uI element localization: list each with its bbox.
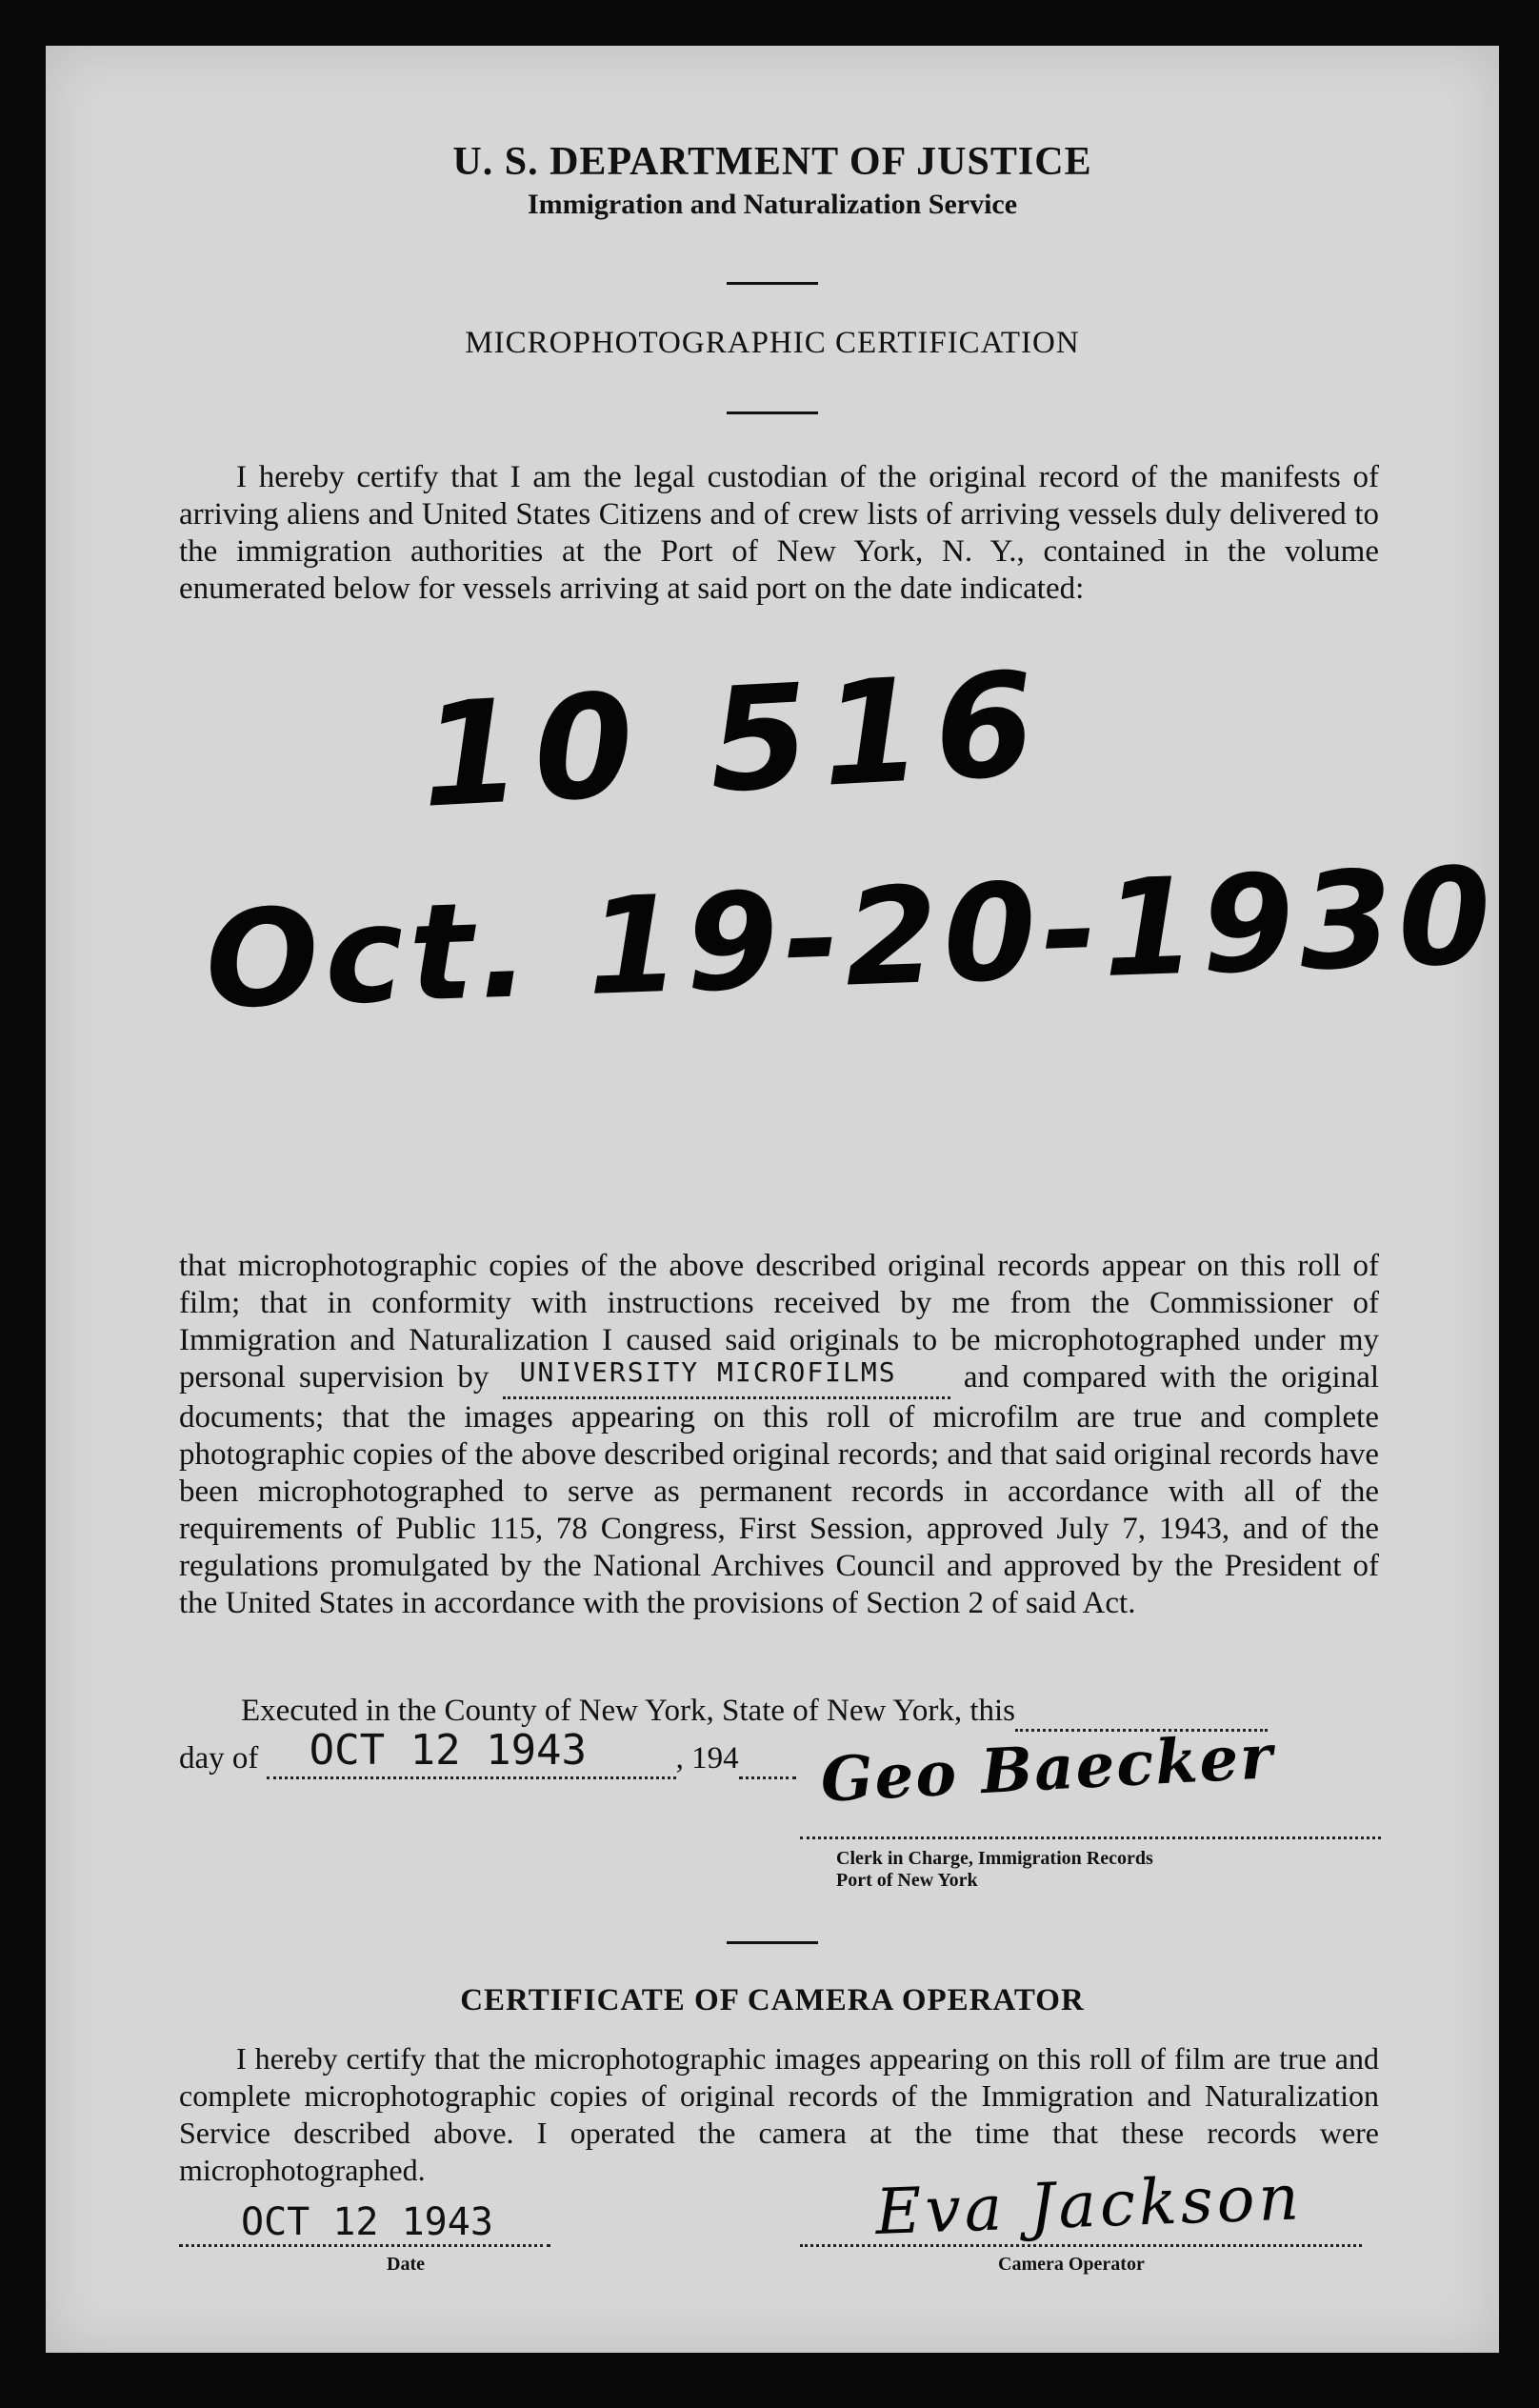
certification-paragraph: [179, 1248, 1379, 1622]
arrival-dates-handwritten: Oct. 19-20-1930: [203, 838, 1500, 1039]
service-subtitle: Immigration and Naturalization Service: [527, 189, 1018, 220]
clerk-title-line1: Clerk in Charge, Immigration Records: [836, 1848, 1153, 1869]
clerk-signature-line: [800, 1836, 1381, 1839]
title-divider: [727, 411, 818, 414]
executed-text: Executed in the County of New York, State of New York, this: [241, 1694, 1016, 1728]
form-title: MICROPHOTOGRAPHIC CERTIFICATION: [465, 326, 1080, 360]
year-field: [739, 1741, 796, 1779]
certification-part1: that microphotographic copies of the above described original records appear on this roll of film; that in conformity with instructions received by me from the Commissioner of Immigration and Naturalization I caused said originals to be microphotographed under my personal supervision by: [179, 1249, 1379, 1395]
camera-heading: CERTIFICATE OF CAMERA OPERATOR: [460, 1983, 1085, 2017]
clerk-title-line2: Port of New York: [836, 1870, 978, 1891]
camera-date-line: [179, 2244, 550, 2247]
operator-company-typed: UNIVERSITY MICROFILMS: [519, 1356, 897, 1388]
day-of-label: day of: [179, 1741, 259, 1776]
certification-part2: and compared with the original documents; that the images appearing on this roll of microfilm are true and complete photographic copies of the above described original records; and that said original records have been microphotographed to serve as permanent records in accordance with all of the requirements of Public 115, 78 Congress, First Session, approved July 7, 1943, and of the regulations promulgated by the National Archives Council and approved by the President of the United States in accordance with the provisions of Section 2 of said Act.: [179, 1360, 1380, 1620]
certificate-sheet: [46, 46, 1499, 2353]
volume-number-handwritten: 10 516: [417, 641, 1052, 840]
camera-operator-line: [800, 2244, 1362, 2247]
year-prefix: , 194: [675, 1741, 739, 1776]
operator-company-field: [503, 1356, 950, 1399]
agency-title: U. S. DEPARTMENT OF JUSTICE: [452, 140, 1092, 184]
camera-operator-signature: Eva Jackson: [874, 2160, 1305, 2249]
day-of-field: [267, 1726, 676, 1779]
clerk-signature: Geo Baecker: [819, 1721, 1276, 1816]
day-of-line: [179, 1726, 796, 1779]
camera-date-label: Date: [387, 2254, 425, 2275]
clerk-title: [836, 1848, 1153, 1892]
camera-date-stamp: OCT 12 1943: [241, 2200, 493, 2244]
camera-paragraph: I hereby certify that the microphotographic images appearing on this roll of film are true and complete microphotographic copies of original records of the Immigration and Naturalization Service described above. I operated the camera at the time that these records were microphotographed.: [179, 2041, 1379, 2187]
camera-operator-label: Camera Operator: [998, 2254, 1145, 2275]
execution-date-stamp: OCT 12 1943: [309, 1726, 588, 1775]
header-divider: [727, 282, 818, 285]
camera-divider: [727, 1941, 818, 1944]
custodian-paragraph: I hereby certify that I am the legal custodian of the original record of the manifests of arriving aliens and United States Citizens and of crew lists of arriving vessels duly delivered to the immigration authorities at the Port of New York, N. Y., contained in the volume enumerated below for vessels arriving at said port on the date indicated:: [179, 460, 1379, 606]
